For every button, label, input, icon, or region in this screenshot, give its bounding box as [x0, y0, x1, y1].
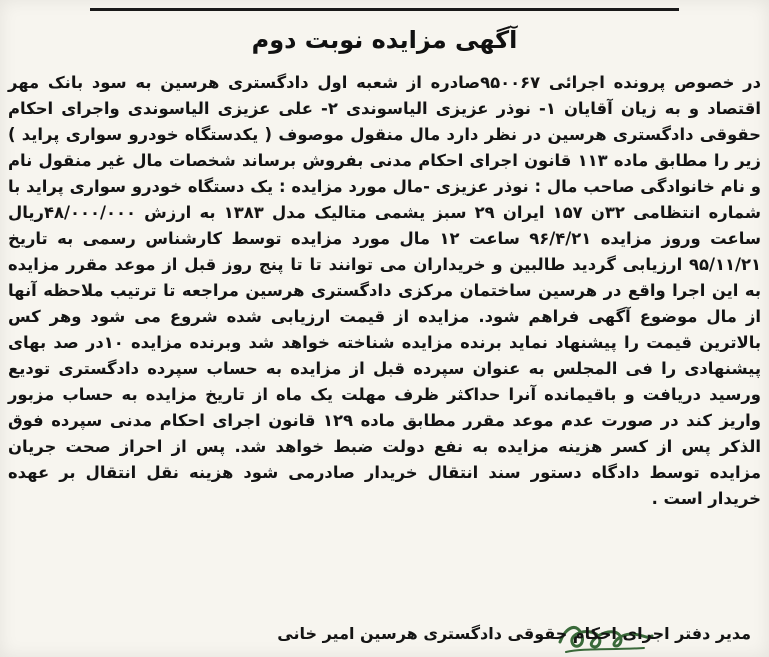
signature-line: مدیر دفتر اجرای احکام حقوقی دادگستری هرسین امیر خانی [277, 624, 751, 643]
notice-paragraph: در خصوص پرونده اجرائی ۹۵۰۰۶۷صادره از شعبه اول دادگستری هرسین به سود بانک مهر اقتصاد و به زیان آقایان ۱- نوذر عزیزی الیاسوندی ۲- علی عزیزی الیاسوندی واجرای احکام حقوقی دادگستری هرسین در نظر دارد مال منقول موصوف ( یکدستگاه خودرو سواری پراید ) زیر را مطابق ماده ۱۱۳ قانون اجرای احکام مدنی بفروش برساند شخصات مال غیر منقول نام و نام خانوادگی صاحب مال : نوذر عزیزی -مال مورد مزایده : یک دستگاه خودرو سواری پراید با شماره انتظامی ۳۲ن ۱۵۷ ایران ۲۹ سبز یشمی متالیک مدل ۱۳۸۳ به ارزش ۴۸/۰۰۰/۰۰۰ریال ساعت وروز مزایده ۹۶/۴/۲۱ ساعت ۱۲ مال مورد مزایده توسط کارشناس رسمی به تاریخ ۹۵/۱۱/۲۱ ارزیابی گردید طالبین و خریداران می توانند تا تا پنج روز قبل از موعد مقرر مزایده به این اجرا واقع در هرسین ساختمان مرکزی دادگستری هرسین مراجعه تا ترتیب ملاحظه آنها از مال موضوع آگهی فراهم شود. مزایده از قیمت ارزیابی شده شروع می شود وهر کس بالاترین قیمت را پیشنهاد نماید برنده مزایده شناخته خواهد شد وبرنده مزایده ۱۰در صد بهای پیشنهادی را فی المجلس به عنوان سپرده قبل از مزایده به حساب سپرده دادگستری تودیع ورسید دریافت و باقیمانده آنرا حداکثر ظرف مهلت یک ماه از تاریخ مزایده به حساب مزبور واریز کند در صورت عدم موعد مقرر مطابق ماده ۱۲۹ قانون اجرای احکام مدنی سپرده فوق الذکر پس از کسر هزینه مزایده به نفع دولت ضبط خواهد شد. پس از احراز صحت جریان مزایده توسط دادگاه دستور سند انتقال خریدار صادرمی شود هزینه نقل انتقال بر عهده خریدار است . [8, 73, 762, 508]
notice-body [8, 70, 761, 512]
top-divider [90, 8, 679, 11]
notice-title: آگهی مزایده نوبت دوم [251, 26, 518, 54]
